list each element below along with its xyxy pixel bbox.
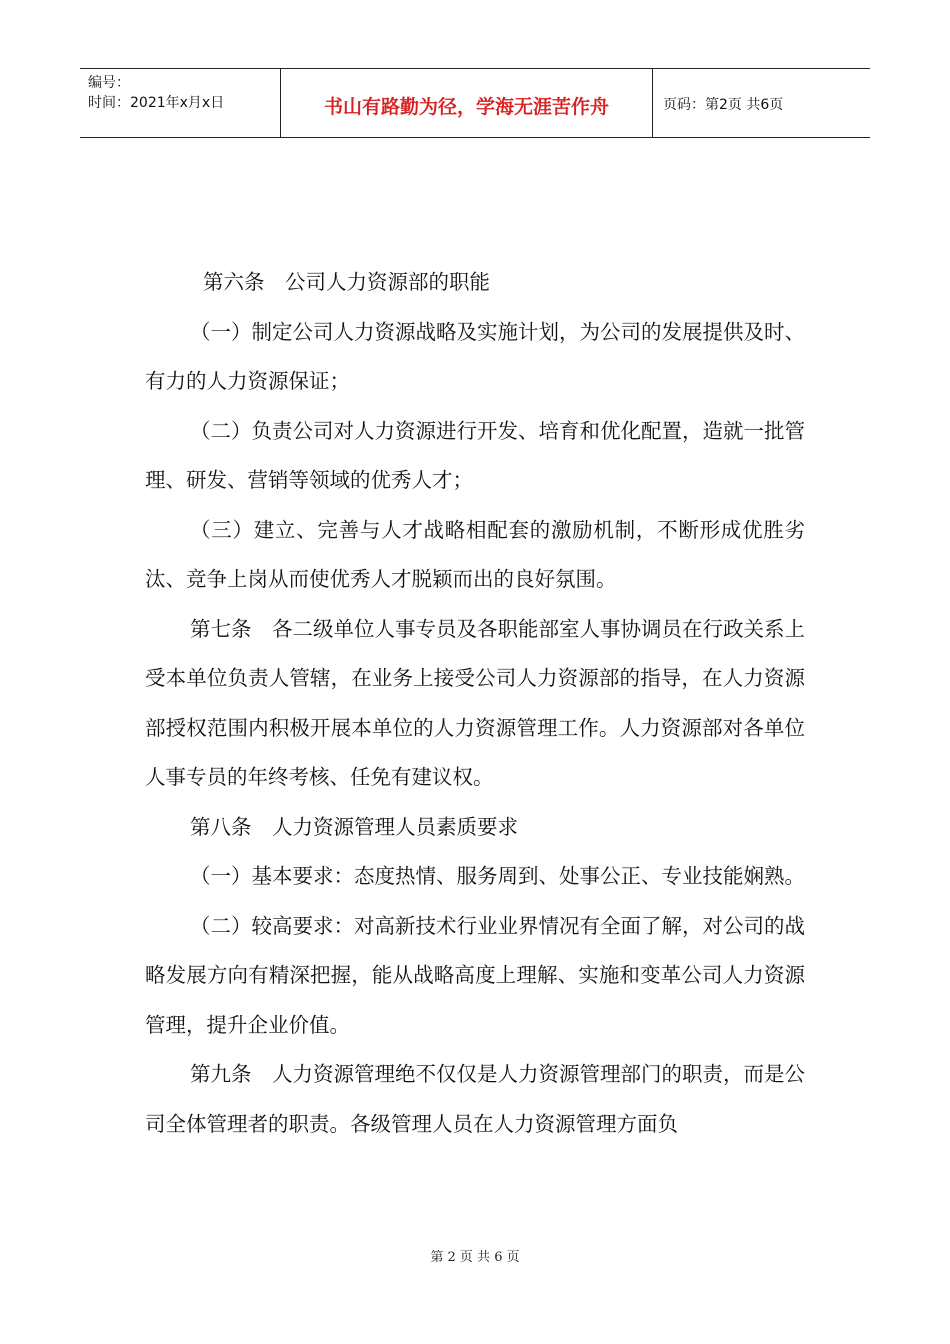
document-number-label: 编号： [88,75,130,91]
paragraph-article-8-item-1: （一）基本要求：态度热情、服务周到、处事公正、专业技能娴熟。 [190,864,805,888]
paragraph-article-6-item-1: （一）制定公司人力资源战略及实施计划，为公司的发展提供及时、有力的人力资源保证； [145,319,805,393]
paragraph-article-6-item-3: （三）建立、完善与人才战略相配套的激励机制，不断形成优胜劣汰、竞争上岗从而使优秀人才脱颖而出的良好氛围。 [145,517,805,591]
header-motto: 书山有路勤为径，学海无涯苦作舟 [281,69,653,137]
paragraph-article-7: 第七条 各二级单位人事专员及各职能部室人事协调员在行政关系上受本单位负责人管辖，在业务上接受公司人力资源部的指导，在人力资源部授权范围内积极开展本单位的人力资源管理工作。人力资源部对各单位人事专员的年终考核、任免有建议权。 [145,616,805,789]
paragraph-article-8: 第八条 人力资源管理人员素质要求 [190,814,518,839]
document-time-label: 时间：2021年x月x日 [88,95,225,111]
document-body [145,258,805,1149]
header-meta-cell [80,69,281,137]
paragraph-article-9: 第九条 人力资源管理绝不仅仅是人力资源管理部门的职责，而是公司全体管理者的职责。各级管理人员在人力资源管理方面负 [145,1062,805,1136]
page-footer: 第 2 页 共 6 页 [430,1250,520,1265]
paragraph-article-8-item-2: （二）较高要求：对高新技术行业业界情况有全面了解，对公司的战略发展方向有精深把握，能从战略高度上理解、实施和变革公司人力资源管理，提升企业价值。 [145,913,805,1037]
document-header [80,68,870,138]
header-page-code: 页码：第2页 共6页 [663,97,784,113]
paragraph-article-6: 第六条 公司人力资源部的职能 [203,270,490,294]
paragraph-article-6-item-2: （二）负责公司对人力资源进行开发、培育和优化配置，造就一批管理、研发、营销等领域的优秀人才； [145,418,805,492]
